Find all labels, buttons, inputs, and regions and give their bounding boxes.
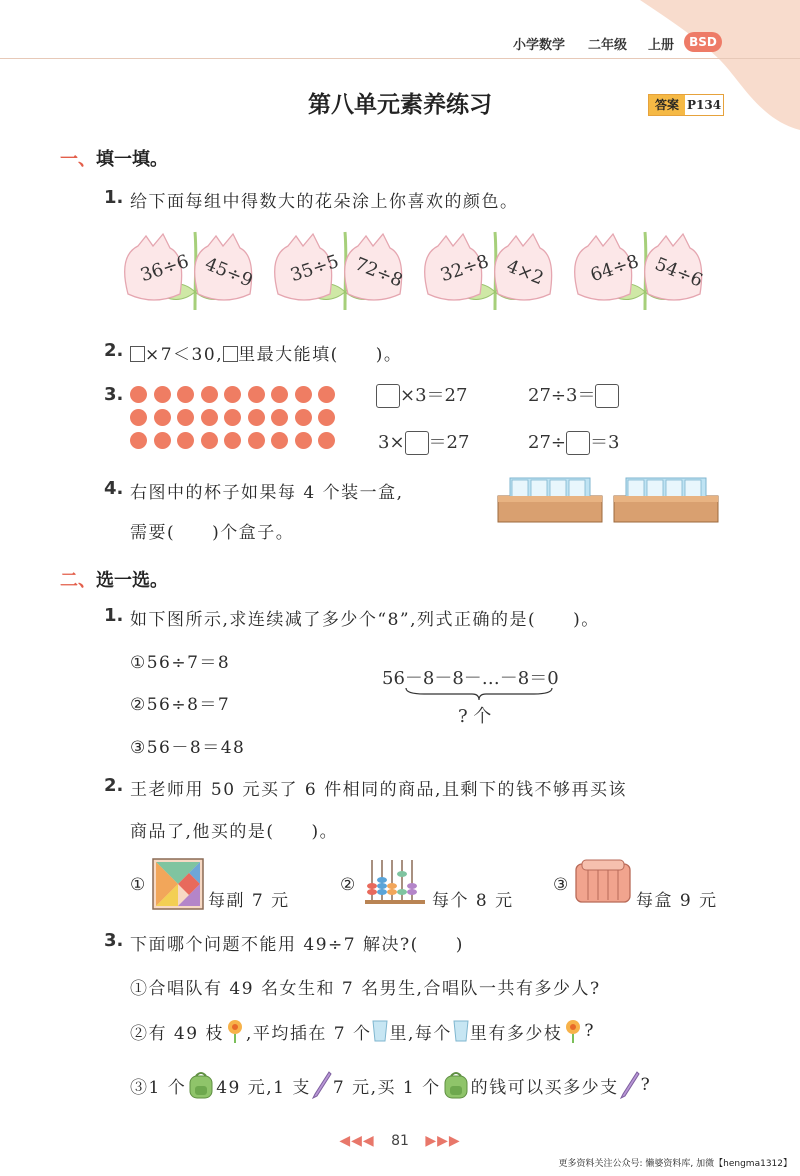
dot <box>295 409 312 426</box>
s1-q3-eq4: 27÷ ＝3 <box>528 432 620 453</box>
dot <box>271 386 288 403</box>
dot <box>130 386 147 403</box>
dot <box>224 432 241 449</box>
s1-q4-line1: 右图中的杯子如果每 4 个装一盒, <box>130 483 404 503</box>
arrows-right-icon: ▶▶▶ <box>425 1133 461 1149</box>
s2-q1-option-2[interactable]: ②56÷8＝7 <box>130 695 231 715</box>
s2-q1-number: 1. <box>104 605 124 626</box>
s1-q4-line2: 需要( )个盒子。 <box>130 523 295 543</box>
section2-heading <box>60 566 168 592</box>
flower-4-left: 64÷8 <box>587 250 642 287</box>
arrows-left-icon: ◀◀◀ <box>339 1133 375 1149</box>
s2-q3-text: 下面哪个问题不能用 49÷7 解决?( ) <box>130 935 464 955</box>
flower-4-right: 54÷6 <box>651 253 706 292</box>
s2-q2-option-2-price: 每个 8 元 <box>432 891 514 911</box>
flower-2-left: 35÷5 <box>287 250 342 287</box>
s2-q2-line1: 王老师用 50 元买了 6 件相同的商品,且剩下的钱不够再买该 <box>130 780 627 800</box>
dot <box>130 432 147 449</box>
answer-box[interactable] <box>595 384 619 408</box>
flower-2-right: 72÷8 <box>351 253 406 292</box>
s2-q1-text: 如下图所示,求连续减了多少个“8”,列式正确的是( )。 <box>130 610 600 630</box>
s2-q3-number: 3. <box>104 930 124 951</box>
answer-label: 答案 <box>649 95 685 115</box>
page-number: 81 <box>391 1133 409 1149</box>
dot <box>130 409 147 426</box>
dot <box>248 432 265 449</box>
header-divider <box>0 58 800 59</box>
dot <box>295 432 312 449</box>
dot <box>154 432 171 449</box>
vase-icon <box>371 1019 389 1043</box>
section1-heading <box>60 145 168 171</box>
dot <box>201 386 218 403</box>
s2-q2-number: 2. <box>104 775 124 796</box>
watermark: 更多资料关注公众号: 懒婆资料库, 加微【hengma1312】 <box>558 1159 792 1169</box>
answer-box[interactable] <box>405 431 429 455</box>
vase-icon <box>452 1019 470 1043</box>
brace-icon <box>404 686 554 702</box>
dot <box>318 409 335 426</box>
s2-q2-option-1-price: 每副 7 元 <box>208 891 290 911</box>
dot <box>154 409 171 426</box>
s1-q4-number: 4. <box>104 478 124 499</box>
dot <box>295 386 312 403</box>
dot <box>154 386 171 403</box>
dot <box>248 386 265 403</box>
section2-number: 二、 <box>60 570 96 591</box>
blank-box[interactable] <box>130 346 145 362</box>
dot <box>224 409 241 426</box>
s2-q2-option-3-price: 每盒 9 元 <box>636 891 718 911</box>
s1-q3-eq3: 3× ＝27 <box>378 432 470 453</box>
s2-q2-option-3-mark[interactable]: ③ <box>553 875 570 895</box>
brace-label: ? 个 <box>458 706 492 727</box>
s1-q3-number: 3. <box>104 384 124 405</box>
section1-number: 一、 <box>60 149 96 170</box>
answer-tag[interactable] <box>648 94 724 116</box>
s2-q2-line2: 商品了,他买的是( )。 <box>130 822 339 842</box>
section2-title: 选一选。 <box>96 570 168 591</box>
edition-badge: BSD <box>684 32 722 52</box>
s1-q3-eq1: ×3＝27 <box>376 381 467 408</box>
cup-boxes-icon <box>496 470 722 526</box>
section1-title: 填一填。 <box>96 149 168 170</box>
answer-page: P134 <box>687 98 722 112</box>
dot <box>271 409 288 426</box>
page-footer <box>0 1133 800 1149</box>
header-subject: 小学数学 <box>513 38 566 53</box>
blank-box[interactable] <box>223 346 238 362</box>
flower-icon <box>224 1018 246 1044</box>
s1-q1-number: 1. <box>104 187 124 208</box>
s2-q2-option-1-mark[interactable]: ① <box>130 875 147 895</box>
s1-q2-text: ×7＜30, 里最大能填( )。 <box>130 340 402 365</box>
flower-icon <box>562 1018 584 1044</box>
flower-1-right: 45÷9 <box>201 253 256 292</box>
s1-q3-eq2: 27÷3＝ <box>528 381 619 408</box>
s2-q1-option-1[interactable]: ①56÷7＝8 <box>130 653 231 673</box>
backpack-icon <box>441 1070 471 1100</box>
pen-icon <box>311 1070 333 1100</box>
flower-3-left: 32÷8 <box>437 250 492 287</box>
answer-box[interactable] <box>566 431 590 455</box>
s2-q3-option-3[interactable]: ③1 个 49 元,1 支 7 元,买 1 个 的钱可以买多少支 ? <box>130 1070 651 1100</box>
s2-q1-option-3[interactable]: ③56－8＝48 <box>130 738 246 758</box>
dot <box>177 432 194 449</box>
pen-icon <box>619 1070 641 1100</box>
s1-q2-number: 2. <box>104 340 124 361</box>
abacus-icon <box>362 856 428 906</box>
answer-box[interactable] <box>376 384 400 408</box>
dot <box>224 386 241 403</box>
pencil-box-icon <box>574 858 632 904</box>
dot <box>177 409 194 426</box>
dot <box>201 409 218 426</box>
s1-q1-text: 给下面每组中得数大的花朵涂上你喜欢的颜色。 <box>130 192 519 212</box>
dot <box>248 409 265 426</box>
header-grade: 二年级 <box>588 38 628 53</box>
subtraction-expression: 56－8－8－…－8＝0 <box>382 668 559 689</box>
header-volume: 上册 <box>648 38 675 53</box>
page-title: 第八单元素养练习 <box>308 92 492 118</box>
dot <box>201 432 218 449</box>
s2-q3-option-1[interactable]: ①合唱队有 49 名女生和 7 名男生,合唱队一共有多少人? <box>130 979 601 999</box>
dot <box>318 386 335 403</box>
backpack-icon <box>186 1070 216 1100</box>
dot <box>177 386 194 403</box>
flower-1-left: 36÷6 <box>137 250 192 287</box>
dot <box>271 432 288 449</box>
flower-3-right: 4×2 <box>503 255 547 290</box>
s2-q2-option-2-mark[interactable]: ② <box>340 875 357 895</box>
dot <box>318 432 335 449</box>
s2-q3-option-2[interactable]: ②有 49 枝 ,平均插在 7 个 里,每个 里有多少枝 ? <box>130 1018 595 1044</box>
tangram-icon <box>152 858 204 910</box>
